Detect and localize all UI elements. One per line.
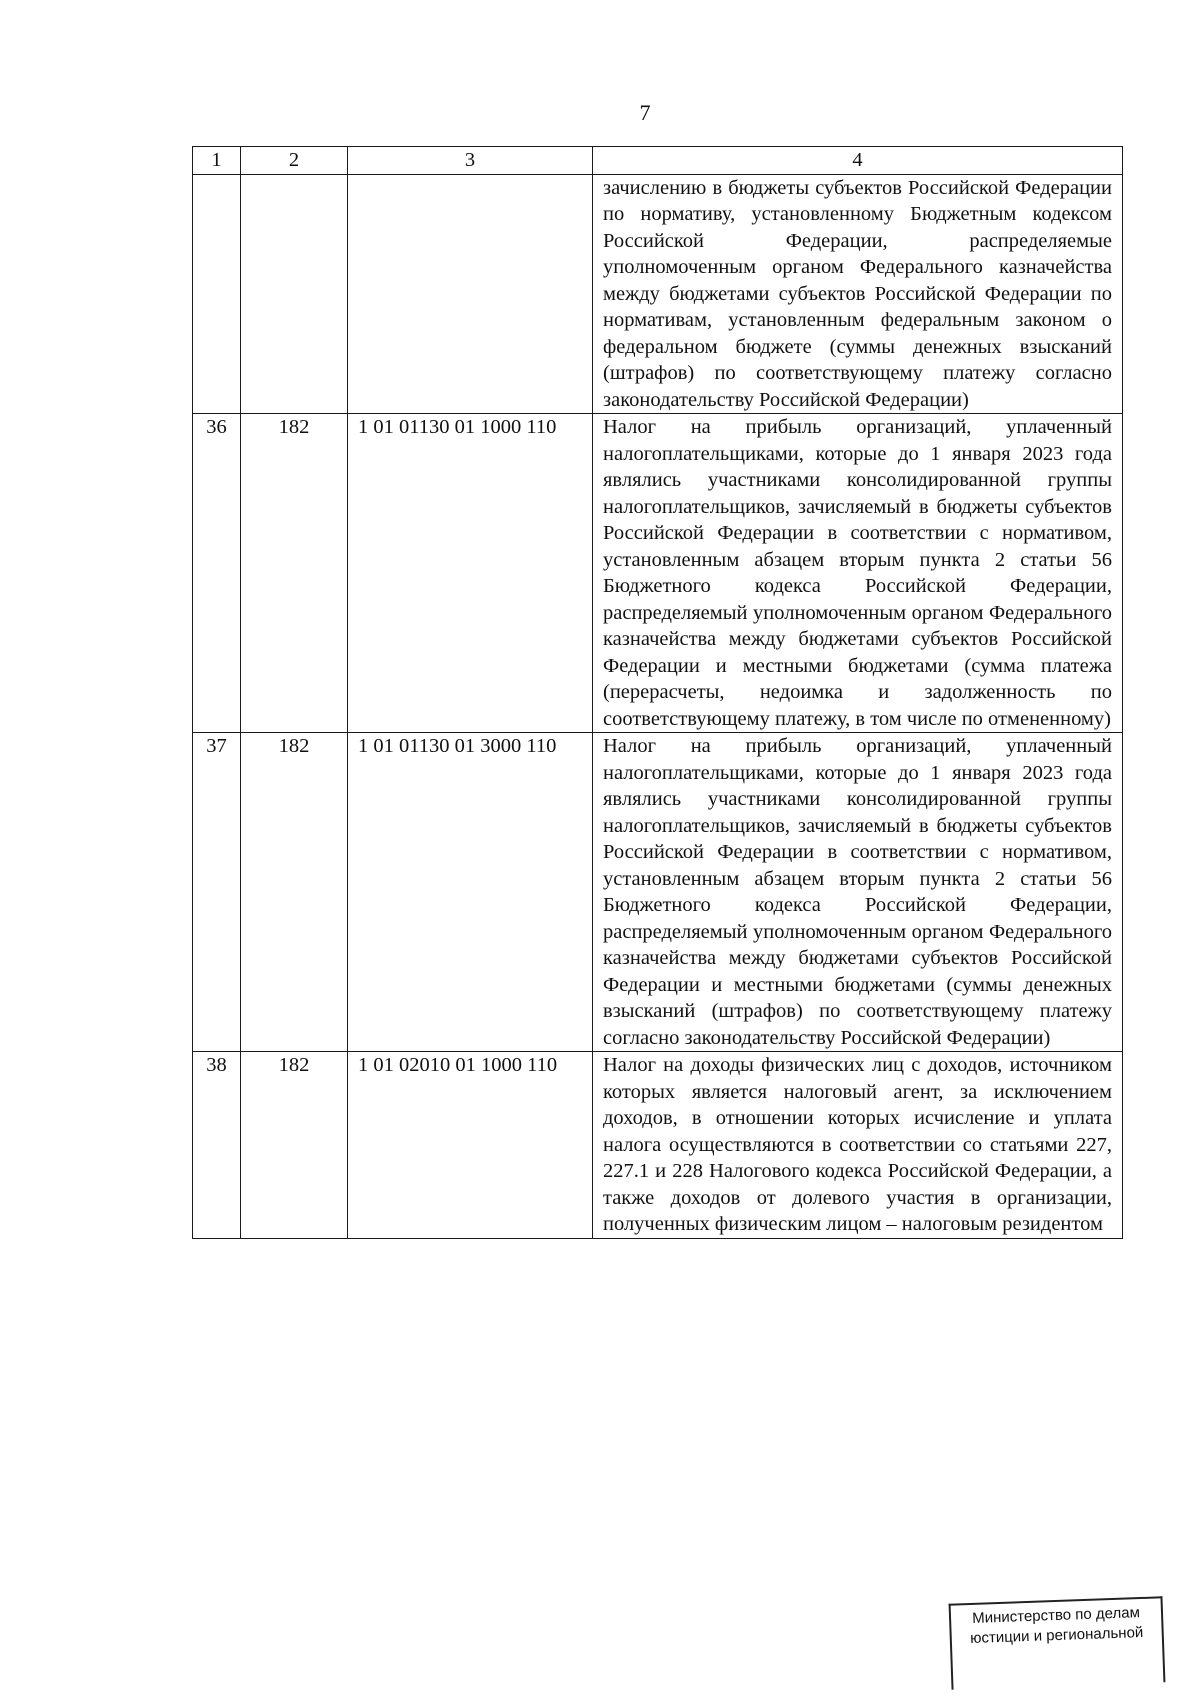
cell-num: 38 — [193, 1052, 241, 1239]
budget-codes-table — [192, 146, 1123, 1239]
table-row — [193, 1052, 1123, 1239]
stamp-line-1: Министерство по делам — [971, 1604, 1141, 1627]
cell-code: 1 01 01130 01 1000 110 — [348, 414, 593, 733]
cell-admin — [241, 174, 348, 414]
header-col-1: 1 — [193, 147, 241, 175]
table-row-continuation — [193, 174, 1123, 414]
cell-num: 37 — [193, 733, 241, 1052]
table-header-row — [193, 147, 1123, 175]
description-text: Налог на прибыль организаций, уплаченный налогоплательщиками, которые до 1 января 2023 года являлись участниками консолидированной группы налогоплательщиков, зачисляемый в бюджеты субъектов Российской Федерации в соответствии с нормативом, установленным абзацем вторым пункта 2 статьи 56 Бюджетного кодекса Российской Федерации, распределяемый уполномоченным органом Федерального казначейства между бюджетами субъектов Российской Федерации и местными бюджетами (суммы денежных взысканий (штрафов) по соответствующему платежу согласно законодательству Российской Федерации) — [603, 735, 1112, 1049]
cell-num: 36 — [193, 414, 241, 733]
cell-num — [193, 174, 241, 414]
cell-code: 1 01 01130 01 3000 110 — [348, 733, 593, 1052]
table-row — [193, 414, 1123, 733]
ministry-stamp — [949, 1596, 1166, 1689]
cell-admin: 182 — [241, 414, 348, 733]
cell-description — [593, 1052, 1123, 1239]
cell-description — [593, 174, 1123, 414]
header-col-4: 4 — [593, 147, 1123, 175]
cell-admin: 182 — [241, 1052, 348, 1239]
header-col-2: 2 — [241, 147, 348, 175]
page-number: 7 — [639, 100, 651, 125]
description-text: Налог на доходы физических лиц с доходов, источником которых является налоговый агент, за исключением доходов, в отношении которых исчисление и уплата налога осуществляются в соответствии со статьями 227, 227.1 и 228 Налогового кодекса Российской Федерации, а также доходов от долевого участия в организации, полученных физическим лицом – налоговым резидентом — [603, 1054, 1112, 1235]
cell-description — [593, 733, 1123, 1052]
cell-admin: 182 — [241, 733, 348, 1052]
description-text: зачислению в бюджеты субъектов Российской Федерации по нормативу, установленному Бюджетным кодексом Российской Федерации, распределяемые уполномоченным органом Федерального казначейства между бюджетами субъектов Российской Федерации по нормативам, установленным федеральным законом о федеральном бюджете (суммы денежных взысканий (штрафов) по соответствующему платежу согласно законодательству Российской Федерации) — [603, 176, 1112, 411]
description-text: Налог на прибыль организаций, уплаченный налогоплательщиками, которые до 1 января 2023 года являлись участниками консолидированной группы налогоплательщиков, зачисляемый в бюджеты субъектов Российской Федерации в соответствии с нормативом, установленным абзацем вторым пункта 2 статьи 56 Бюджетного кодекса Российской Федерации, распределяемый уполномоченным органом Федерального казначейства между бюджетами субъектов Российской Федерации и местными бюджетами (сумма платежа (перерасчеты, недоимка и задолженность по соответствующему платежу, в том числе по отмененному) — [603, 416, 1112, 730]
header-col-3: 3 — [348, 147, 593, 175]
table-row — [193, 733, 1123, 1052]
cell-code — [348, 174, 593, 414]
cell-description — [593, 414, 1123, 733]
stamp-line-2: юстиции и региональной — [969, 1623, 1144, 1648]
cell-code: 1 01 02010 01 1000 110 — [348, 1052, 593, 1239]
